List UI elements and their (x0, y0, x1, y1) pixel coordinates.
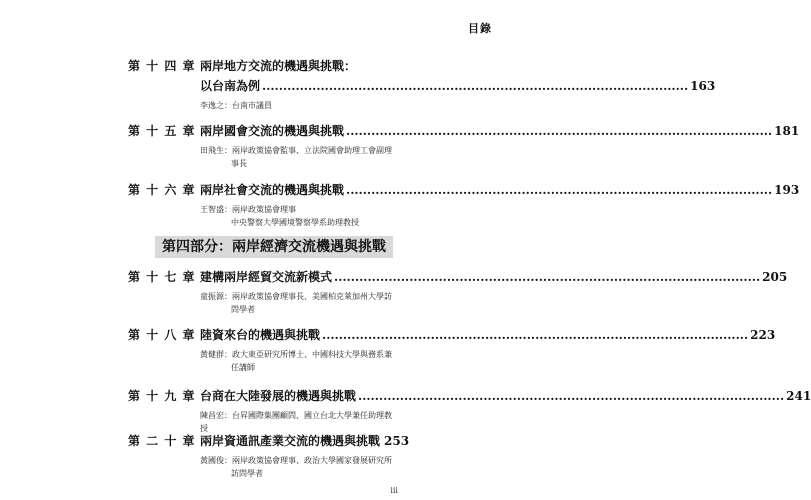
toc-entry-chapter-18[interactable] (128, 326, 776, 374)
author-line: 王智盛：兩岸政策協會理事 (200, 205, 296, 214)
dot-leader: ...................................................................................................... (262, 79, 689, 93)
chapter-author (200, 99, 398, 112)
toc-header-title: 目錄 (468, 22, 492, 35)
chapter-title: 兩岸社會交流的機遇與挑戰 (200, 183, 345, 197)
toc-entry-chapter-15[interactable] (128, 122, 800, 170)
chapter-page-number: 253 (384, 434, 410, 448)
chapter-page-number: 181 (774, 124, 800, 138)
author-line: 黃國俊：兩岸政策協會理事、政治大學國家發展研究所 (200, 456, 392, 465)
dot-leader: ...................................................................................................... (346, 183, 773, 197)
footer-page-number: iii (390, 486, 398, 495)
chapter-page-number: 205 (762, 270, 788, 284)
toc-entry-chapter-14[interactable] (128, 57, 716, 112)
chapter-author (200, 144, 398, 170)
part-four-heading: 第四部分：兩岸經濟交流機遇與挑戰 (155, 236, 393, 258)
chapter-number: 第 十 七 章 (128, 270, 196, 284)
author-line: 童振源：兩岸政策協會理事長、美國柏克萊加州大學訪 (200, 292, 392, 301)
chapter-title: 兩岸資通訊產業交流的機遇與挑戰 (200, 434, 381, 448)
chapter-number: 第 十 八 章 (128, 328, 196, 342)
dot-leader: ...................................................................................................... (346, 124, 773, 138)
chapter-number: 第 十 九 章 (128, 389, 196, 403)
author-line: 黃健群：政大東亞研究所博士、中國科技大學與務系兼 (200, 350, 392, 359)
author-line: 李逸之：台南市議員 (200, 101, 272, 110)
chapter-title-continued: 以台南為例 (200, 79, 261, 93)
toc-entry-chapter-20[interactable] (128, 432, 410, 480)
chapter-title: 建構兩岸經貿交流新模式 (200, 270, 333, 284)
author-line-continued: 訪問學者 (231, 469, 263, 478)
chapter-number: 第 十 四 章 (128, 59, 196, 73)
chapter-title: 陸資來台的機遇與挑戰 (200, 328, 321, 342)
chapter-author (200, 454, 398, 480)
chapter-title: 台商在大陸發展的機遇與挑戰 (200, 389, 357, 403)
toc-entry-chapter-17[interactable] (128, 268, 788, 316)
chapter-page-number: 223 (750, 328, 776, 342)
toc-entry-chapter-16[interactable] (128, 181, 800, 229)
dot-leader: ...................................................................................................... (358, 389, 785, 403)
chapter-page-number: 241 (786, 389, 811, 403)
author-line-continued: 問學者 (231, 305, 255, 314)
chapter-author (200, 290, 398, 316)
chapter-number: 第 十 五 章 (128, 124, 196, 138)
chapter-author (200, 348, 398, 374)
dot-leader: ...................................................................................................... (322, 328, 749, 342)
author-line-continued: 中央警察大學國境警察學系助理教授 (231, 218, 359, 227)
author-line: 田飛生：兩岸政策協會監事、立法院國會助理工會副理 (200, 146, 392, 155)
dot-leader: ...................................................................................................... (334, 270, 761, 284)
author-line: 陳昌宏：台昇國際集團顧問、國立台北大學兼任助理教授 (200, 411, 392, 433)
toc-entry-chapter-19[interactable] (128, 387, 811, 435)
chapter-number: 第 十 六 章 (128, 183, 196, 197)
chapter-title: 兩岸地方交流的機遇與挑戰： (200, 59, 357, 73)
chapter-author (200, 203, 398, 229)
author-line-continued: 任講師 (231, 363, 255, 372)
author-line-continued: 事長 (231, 159, 247, 168)
chapter-page-number: 193 (774, 183, 800, 197)
chapter-title: 兩岸國會交流的機遇與挑戰 (200, 124, 345, 138)
chapter-page-number: 163 (690, 79, 716, 93)
chapter-number: 第 二 十 章 (128, 434, 196, 448)
